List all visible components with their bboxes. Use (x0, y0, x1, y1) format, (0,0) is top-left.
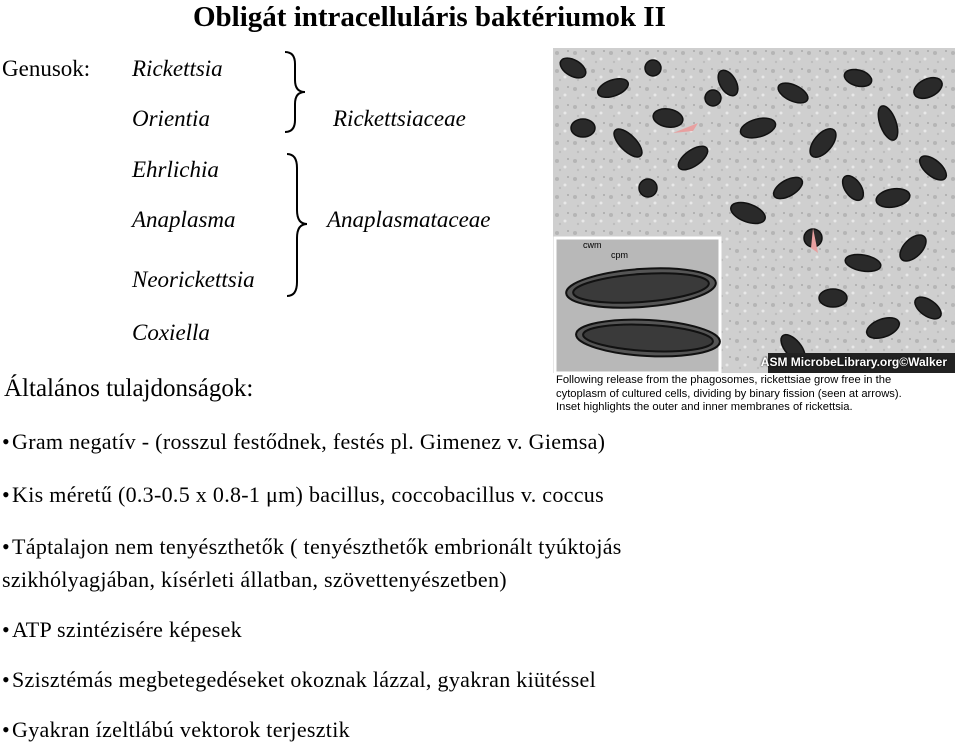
photo-credit: ASM MicrobeLibrary.org©Walker (760, 355, 947, 369)
genus-ehrlichia: Ehrlichia (132, 157, 219, 182)
bullet-text: ATP szintézisére képesek (12, 617, 242, 642)
bullet-icon: • (2, 717, 11, 742)
genus-rickettsia: Rickettsia (132, 56, 223, 81)
bullet-text: Szisztémás megbetegedéseket okoznak lázzal, gyakran kiütéssel (12, 667, 596, 692)
bullet-icon: • (2, 667, 11, 692)
label-cpm: cpm (611, 250, 629, 260)
bullet-text: Gram negatív - (rosszul festődnek, festés pl. Gimenez v. Giemsa) (12, 429, 606, 454)
bullet-item (2, 666, 596, 694)
bullet-icon: • (2, 429, 11, 454)
genus-coxiella: Coxiella (132, 320, 210, 345)
bullet-text: Gyakran ízeltlábú vektorok terjesztik (12, 717, 350, 742)
bullet-item (2, 616, 242, 644)
brace-rickettsiaceae (283, 50, 309, 134)
caption-line: Following release from the phagosomes, rickettsiae grow free in the (556, 374, 892, 386)
genus-neorickettsia: Neorickettsia (132, 267, 255, 292)
bullet-item (2, 716, 350, 744)
genus-anaplasma: Anaplasma (132, 207, 236, 232)
genera-label: Genusok: (2, 56, 91, 81)
bullet-text: Kis méretű (0.3-0.5 x 0.8-1 μm) bacillus, coccobacillus v. coccus (12, 482, 604, 507)
bullet-icon: • (2, 617, 11, 642)
bullet-icon: • (2, 534, 11, 559)
label-cwm: cwm (583, 240, 602, 250)
bullet-item (2, 481, 604, 509)
bullet-item (2, 533, 622, 561)
caption-line: cytoplasm of cultured cells, dividing by binary fission (seen at arrows). (556, 387, 902, 400)
family-rickettsiaceae: Rickettsiaceae (333, 106, 466, 131)
brace-anaplasmataceae (285, 152, 311, 298)
bullet-continuation (2, 566, 507, 594)
bullet-text: szikhólyagjában, kísérleti állatban, szövettenyészetben) (2, 567, 507, 592)
figure-caption (556, 374, 956, 415)
caption-line: Inset highlights the outer and inner membranes of rickettsia. (556, 401, 853, 413)
slide-title: Obligát intracelluláris baktériumok II (193, 1, 666, 33)
section-heading: Általános tulajdonságok: (4, 375, 254, 402)
genus-orientia: Orientia (132, 106, 210, 131)
bullet-item (2, 428, 605, 456)
electron-micrograph (553, 48, 955, 373)
bullet-text: Táptalajon nem tenyészthetők ( tenyészthetők embrionált tyúktojás (12, 534, 622, 559)
bullet-icon: • (2, 482, 11, 507)
micrograph-image (553, 48, 955, 373)
family-anaplasmataceae: Anaplasmataceae (327, 207, 491, 232)
